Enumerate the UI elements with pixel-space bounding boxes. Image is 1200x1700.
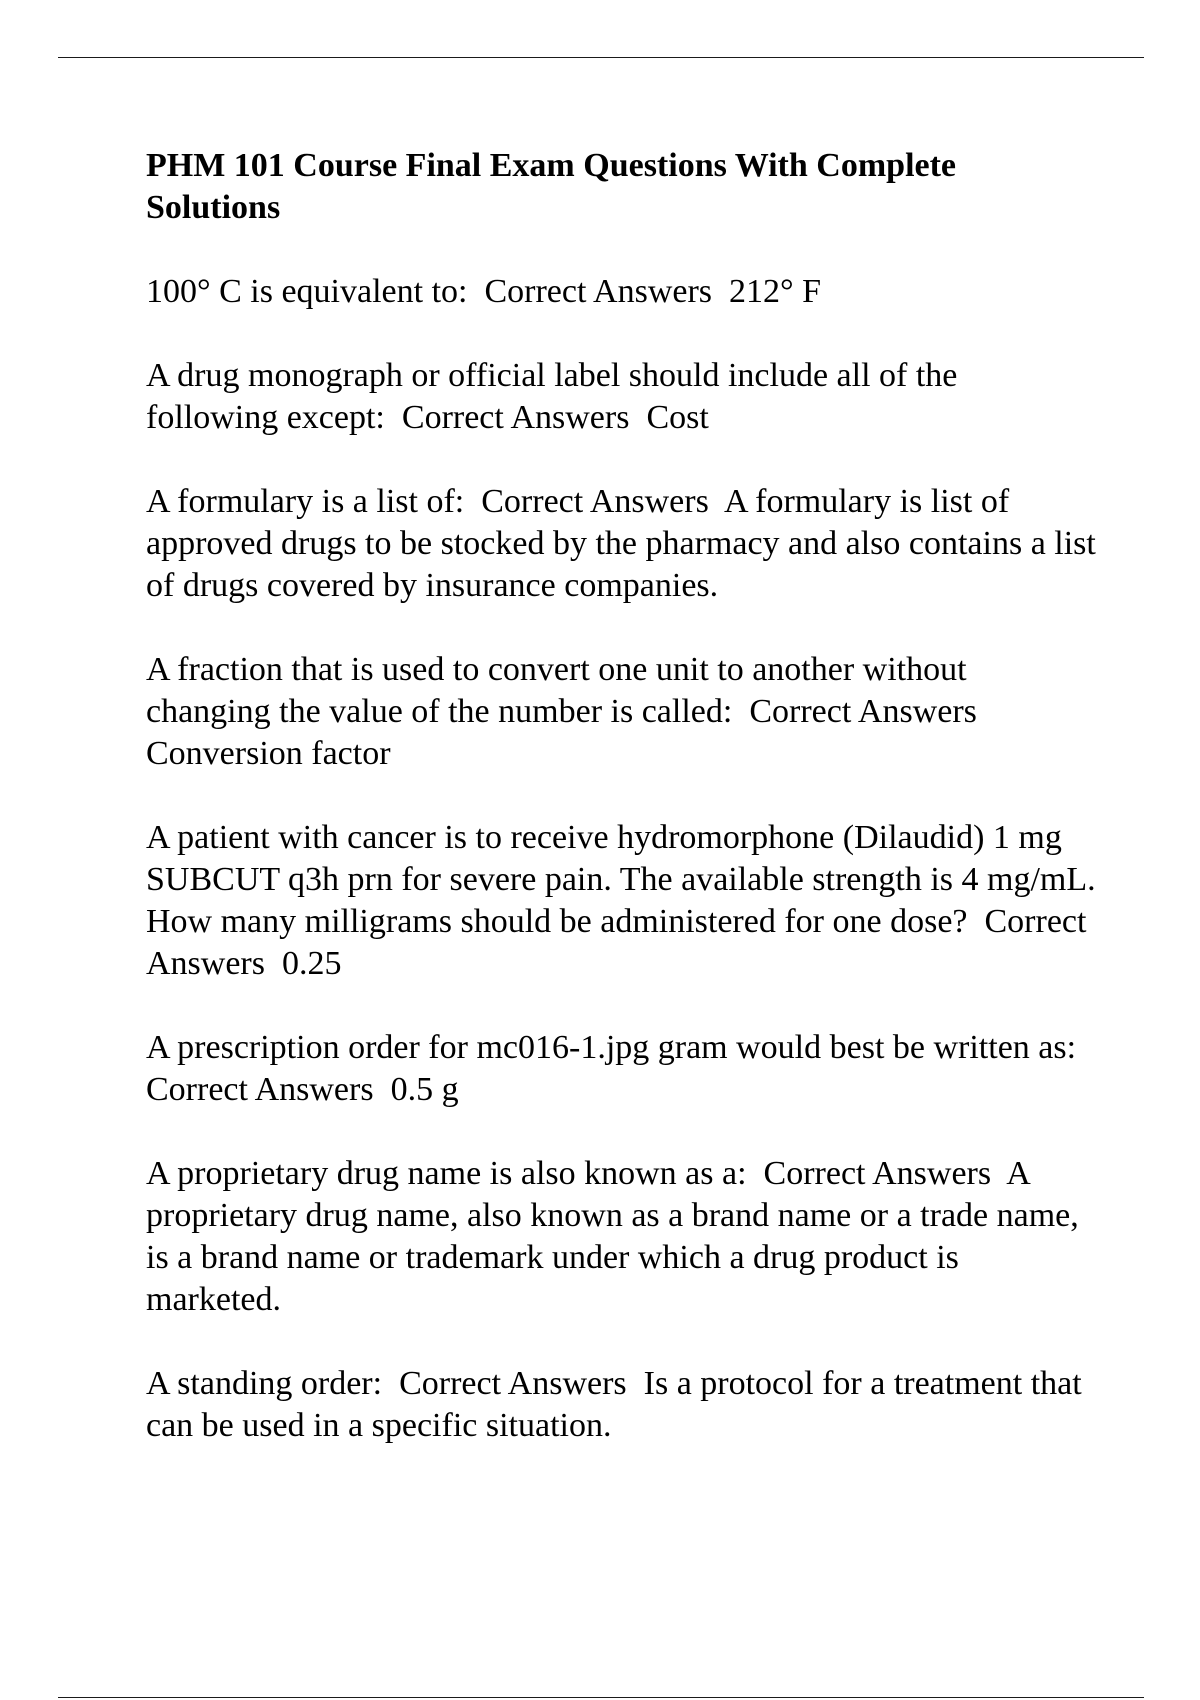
qa-item <box>146 1027 1096 1111</box>
question-text: A formulary is a list of: <box>146 483 465 520</box>
answer-label: Correct Answers <box>401 399 630 436</box>
question-text: 100° C is equivalent to: <box>146 273 468 310</box>
answer-label: Correct Answers <box>484 273 713 310</box>
answer-text: A proprietary drug name, also known as a brand name or a trade name, is a brand name or trademark under which a drug product is marketed. <box>146 1155 1088 1318</box>
question-text: A proprietary drug name is also known as a: <box>146 1155 747 1192</box>
question-text: A patient with cancer is to receive hydromorphone (Dilaudid) 1 mg SUBCUT q3h prn for severe pain. The available strength is 4 mg/mL. How many milligrams should be administered for one dose? <box>146 819 1105 940</box>
header-rule <box>58 57 1144 58</box>
answer-label: Correct Answers <box>146 1071 374 1108</box>
qa-list <box>146 271 1105 1447</box>
qa-item <box>146 817 1105 985</box>
answer-text: Conversion factor <box>146 735 391 772</box>
answer-label: Correct Answers <box>399 1365 627 1402</box>
answer-text: 212° F <box>729 273 822 310</box>
footer-rule <box>58 1697 1144 1698</box>
document-body <box>146 145 1105 1489</box>
answer-text: Is a protocol for a treatment that can be used in a specific situation. <box>146 1365 1091 1444</box>
question-text: A drug monograph or official label should include all of the following except: <box>146 357 966 436</box>
answer-text: 0.5 g <box>390 1071 459 1108</box>
answer-text: Cost <box>646 399 709 436</box>
qa-item <box>146 355 1096 439</box>
question-text: A fraction that is used to convert one unit to another without changing the value of the number is called: <box>146 651 976 730</box>
question-text: A standing order: <box>146 1365 383 1402</box>
question-text: A prescription order for mc016-1.jpg gram would best be written as: <box>146 1029 1077 1066</box>
answer-label: Correct Answers <box>749 693 977 730</box>
answer-label: Correct Answers <box>763 1155 992 1192</box>
answer-text: 0.25 <box>281 945 342 982</box>
qa-item <box>146 271 1096 313</box>
document-title: PHM 101 Course Final Exam Questions With Complete Solutions <box>146 147 957 226</box>
answer-text: A formulary is list of approved drugs to be stocked by the pharmacy and also contains a list of drugs covered by insurance companies. <box>146 483 1105 604</box>
qa-item <box>146 1153 1096 1321</box>
qa-item <box>146 649 1096 775</box>
qa-item <box>146 481 1105 607</box>
answer-label: Correct Answers <box>481 483 709 520</box>
qa-item <box>146 1363 1096 1447</box>
answer-label: Correct Answers <box>146 903 1094 982</box>
